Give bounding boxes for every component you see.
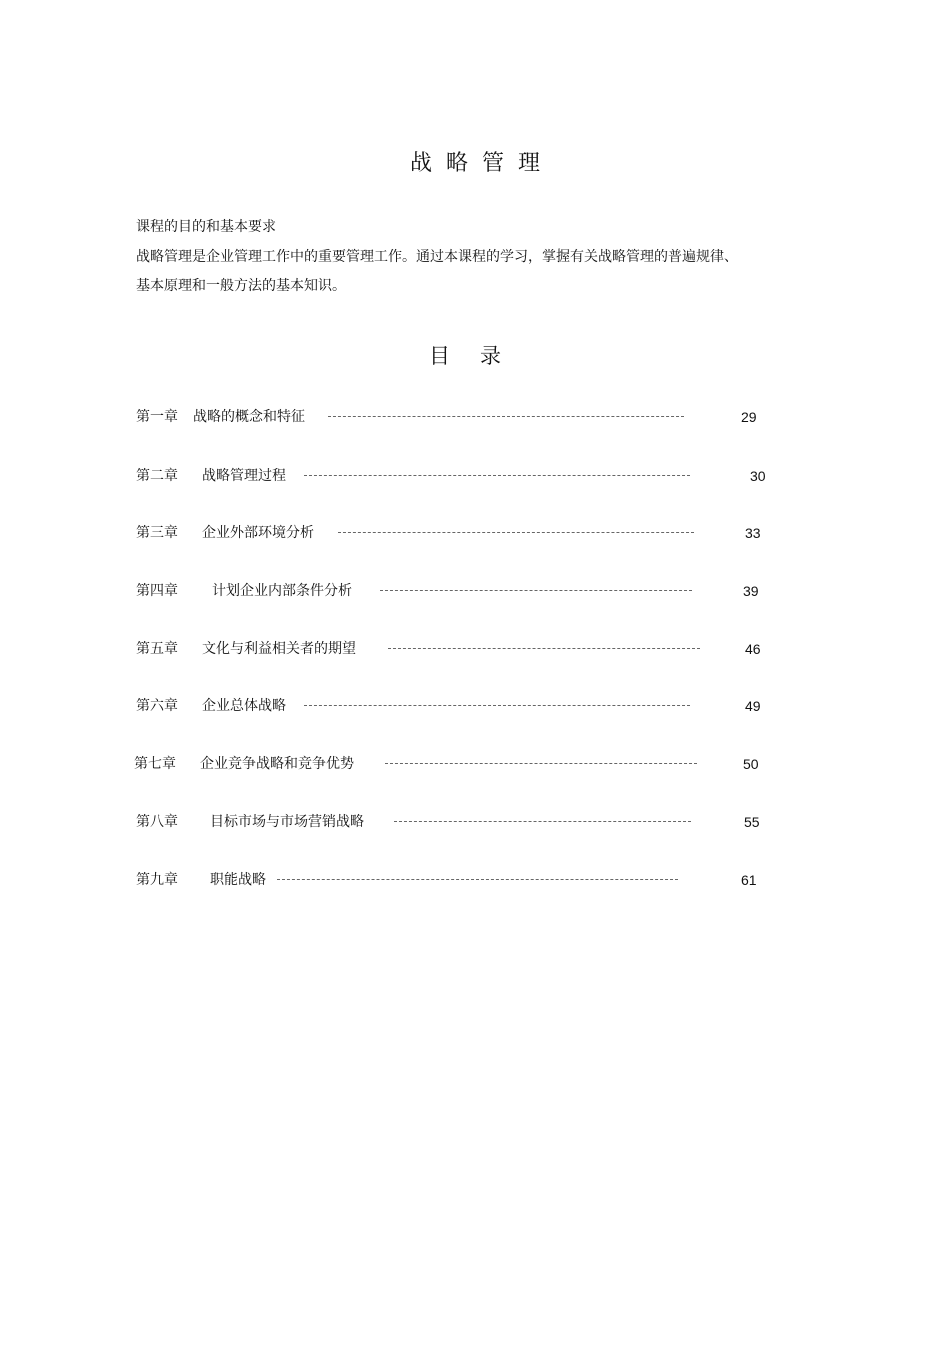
toc-entry[interactable] — [0, 753, 950, 775]
toc-leader-dots — [304, 475, 690, 476]
toc-chapter-name: 企业总体战略 — [202, 698, 286, 714]
toc-page-number: 33 — [745, 525, 761, 541]
toc-chapter-name: 企业竞争战略和竞争优势 — [200, 756, 354, 772]
toc-chapter-label: 第三章 — [136, 525, 178, 541]
toc-chapter-label: 第四章 — [136, 583, 178, 599]
toc-leader-dots — [385, 763, 697, 764]
toc-page-number: 61 — [741, 872, 757, 888]
section-heading: 课程的目的和基本要求 — [136, 219, 276, 235]
toc-chapter-label: 第五章 — [136, 641, 178, 657]
toc-leader-dots — [277, 879, 678, 880]
toc-entry[interactable] — [0, 465, 950, 487]
toc-leader-dots — [338, 532, 694, 533]
toc-page-number: 46 — [745, 641, 761, 657]
toc-entry[interactable] — [0, 406, 950, 428]
toc-chapter-name: 计划企业内部条件分析 — [212, 583, 352, 599]
toc-chapter-name: 战略的概念和特征 — [193, 409, 305, 425]
toc-chapter-label: 第七章 — [134, 756, 176, 772]
intro-line: 战略管理是企业管理工作中的重要管理工作。通过本课程的学习，掌握有关战略管理的普遍规律、 — [136, 249, 738, 265]
toc-leader-dots — [394, 821, 691, 822]
toc-chapter-label: 第六章 — [136, 698, 178, 714]
toc-entry[interactable] — [0, 869, 950, 891]
toc-entry[interactable] — [0, 638, 950, 660]
toc-chapter-label: 第二章 — [136, 468, 178, 484]
toc-page-number: 49 — [745, 698, 761, 714]
intro-paragraph — [136, 243, 796, 301]
toc-leader-dots — [388, 648, 700, 649]
toc-entry[interactable] — [0, 811, 950, 833]
toc-entry[interactable] — [0, 695, 950, 717]
toc-page-number: 55 — [744, 814, 760, 830]
document-title: 战略管理 — [409, 151, 554, 176]
toc-page-number: 50 — [743, 756, 759, 772]
toc-entry[interactable] — [0, 522, 950, 544]
toc-entry[interactable] — [0, 580, 950, 602]
toc-title: 目录 — [429, 344, 531, 368]
toc-leader-dots — [304, 705, 690, 706]
toc-chapter-name: 战略管理过程 — [202, 468, 286, 484]
toc-leader-dots — [328, 416, 684, 417]
toc-page-number: 29 — [741, 409, 757, 425]
toc-chapter-label: 第九章 — [136, 872, 178, 888]
toc-chapter-name: 职能战略 — [210, 872, 266, 888]
toc-leader-dots — [380, 590, 692, 591]
toc-chapter-label: 第一章 — [136, 409, 178, 425]
toc-chapter-name: 目标市场与市场营销战略 — [210, 814, 364, 830]
toc-chapter-name: 文化与利益相关者的期望 — [202, 641, 356, 657]
toc-page-number: 30 — [750, 468, 766, 484]
toc-page-number: 39 — [743, 583, 759, 599]
toc-chapter-label: 第八章 — [136, 814, 178, 830]
toc-chapter-name: 企业外部环境分析 — [202, 525, 314, 541]
intro-line: 基本原理和一般方法的基本知识。 — [136, 278, 346, 294]
